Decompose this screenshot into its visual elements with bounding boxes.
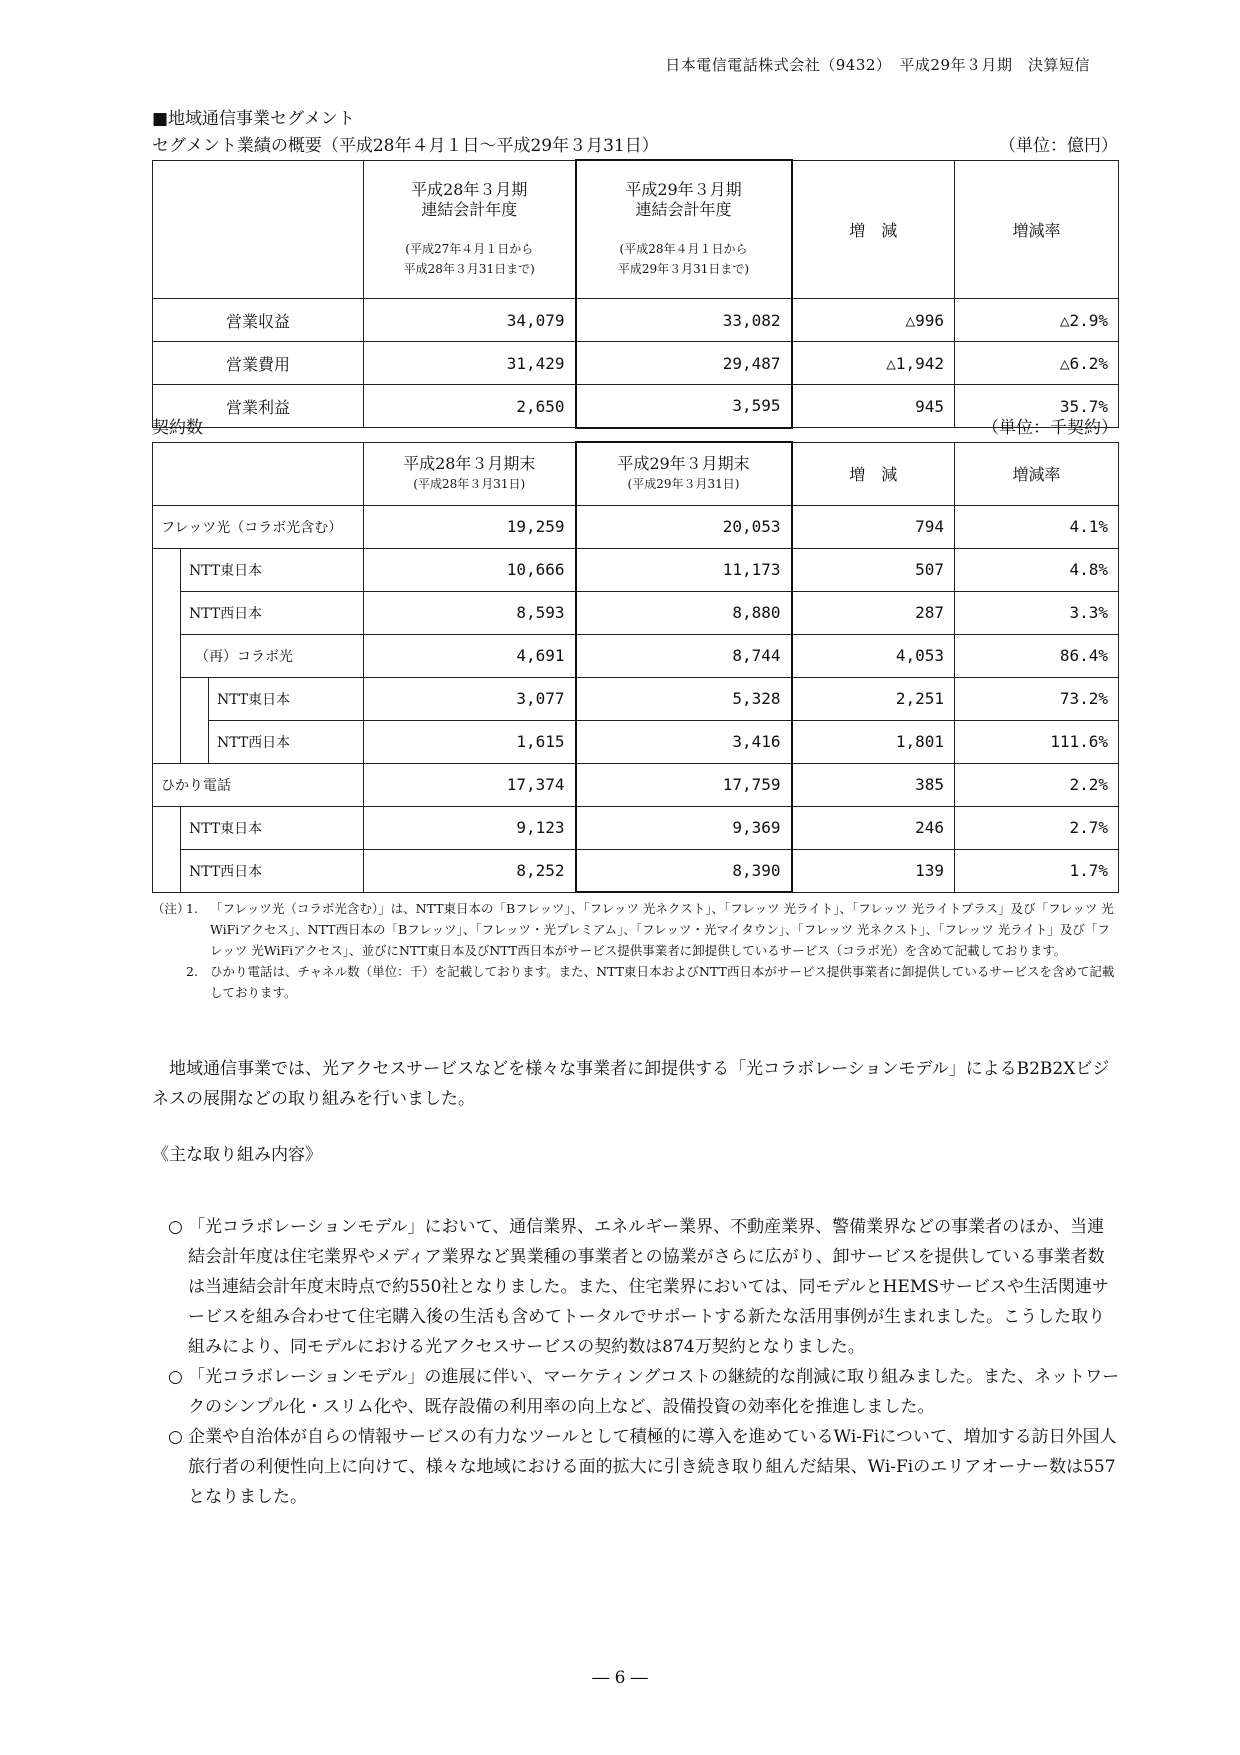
contract-row-diff: 4,053 <box>792 634 955 677</box>
segment-row-label: 営業収益 <box>153 299 364 342</box>
contract-header-rate: 増減率 <box>955 442 1119 505</box>
segment-row-v2: 3,595 <box>576 385 792 428</box>
contract-row-diff: 2,251 <box>792 677 955 720</box>
contract-row-v2: 17,759 <box>576 763 792 806</box>
segment-row-rate: 35.7% <box>955 385 1119 428</box>
contract-row-label: フレッツ光（コラボ光含む） <box>153 505 364 548</box>
page-header: 日本電信電話株式会社（9432） 平成29年３月期 決算短信 <box>665 56 1090 74</box>
page-number: ― 6 ― <box>592 1668 648 1688</box>
list-item-text: 「光コラボレーションモデル」の進展に伴い、マーケティングコストの継続的な削減に取り組みました。また、ネットワークのシンプル化・スリム化や、既存設備の利用率の向上など、設備投資の効率化を推進しました。 <box>188 1367 1120 1417</box>
segment-header-row <box>153 160 1119 299</box>
contract-row <box>153 548 1119 591</box>
contract-row-rate: 3.3% <box>955 591 1119 634</box>
contract-row-v1: 8,593 <box>364 591 576 634</box>
segment-row-label: 営業費用 <box>153 342 364 385</box>
contract-row-v1: 1,615 <box>364 720 576 763</box>
contract-header-empty <box>153 442 364 505</box>
contract-row-label: NTT東日本 <box>209 677 364 720</box>
contract-row-rate: 73.2% <box>955 677 1119 720</box>
contract-row-diff: 287 <box>792 591 955 634</box>
contract-row-diff: 385 <box>792 763 955 806</box>
contract-row-v2: 20,053 <box>576 505 792 548</box>
contract-row-rate: 111.6% <box>955 720 1119 763</box>
contract-row <box>153 634 1119 677</box>
list-item <box>168 1362 1120 1422</box>
segment-row-v2: 33,082 <box>576 299 792 342</box>
segment-table-caption: セグメント業績の概要（平成28年４月１日～平成29年３月31日） <box>152 136 659 156</box>
contract-header-curr-sub: (平成29年３月31日) <box>627 476 740 491</box>
contract-row-rate: 1.7% <box>955 849 1119 892</box>
segment-header-curr <box>576 160 792 299</box>
segment-row-diff: △996 <box>792 299 955 342</box>
contract-row-v1: 10,666 <box>364 548 576 591</box>
contract-row <box>153 677 1119 720</box>
note-text: 「フレッツ光（コラボ光含む）」は、NTT東日本の「Bフレッツ」、「フレッツ 光ネクスト」、「フレッツ 光ライト」、「フレッツ 光ライトプラス」及び「フレッツ 光WiFiアクセス」、NTT西日本の「Bフレッツ」、「フレッツ・光プレミアム」、「フレッツ・光マイタウン」、「フレッツ 光ネクスト」、「フレッツ 光ライト」及び「フレッツ 光WiFiアクセス」、並びにNTT東日本及びNTT西日本がサービス提供事業者に卸提供しているサービス（コラボ光）を含めて記載しております。 <box>210 901 1114 958</box>
segment-header-diff: 増 減 <box>792 160 955 299</box>
segment-row-label: 営業利益 <box>153 385 364 428</box>
contract-row-label: NTT西日本 <box>209 720 364 763</box>
contract-row-v2: 8,390 <box>576 849 792 892</box>
initiatives-heading: 《主な取り組み内容》 <box>152 1145 322 1165</box>
contract-header-curr-main: 平成29年３月期末 <box>617 453 750 473</box>
note-number: 1. <box>186 901 198 916</box>
contract-indent <box>153 548 181 763</box>
contract-row-v1: 3,077 <box>364 677 576 720</box>
contract-row-label: （再）コラボ光 <box>181 634 364 677</box>
contract-table-caption: 契約数 <box>152 418 203 438</box>
list-item <box>168 1422 1120 1512</box>
bullet-mark: ○ <box>168 1217 183 1237</box>
contract-row-rate: 4.1% <box>955 505 1119 548</box>
contract-row-label: NTT西日本 <box>181 849 364 892</box>
contract-row-v1: 17,374 <box>364 763 576 806</box>
table-notes <box>152 898 1118 1003</box>
contract-row <box>153 505 1119 548</box>
contract-row-diff: 794 <box>792 505 955 548</box>
segment-table-unit: （単位：億円） <box>999 136 1118 156</box>
contract-row-v2: 8,880 <box>576 591 792 634</box>
contract-header-prev <box>364 442 576 505</box>
contract-row <box>153 849 1119 892</box>
segment-table <box>152 159 1119 429</box>
contract-row-rate: 4.8% <box>955 548 1119 591</box>
contract-row-v2: 5,328 <box>576 677 792 720</box>
segment-row-diff: 945 <box>792 385 955 428</box>
contract-row-diff: 139 <box>792 849 955 892</box>
contract-table <box>152 441 1119 893</box>
contract-row-v2: 8,744 <box>576 634 792 677</box>
contract-row-diff: 246 <box>792 806 955 849</box>
list-item-text: 「光コラボレーションモデル」において、通信業界、エネルギー業界、不動産業界、警備業界などの事業者のほか、当連結会計年度は住宅業界やメディア業界など異業種の事業者との協業がさらに広がり、卸サービスを提供している事業者数は当連結会計年度末時点で約550社となりました。また、住宅業界においては、同モデルとHEMSサービスや生活関連サービスを組み合わせて住宅購入後の生活も含めてトータルでサポートする新たな活用事例が生まれました。こうした取り組みにより、同モデルにおける光アクセスサービスの契約数は874万契約となりました。 <box>188 1217 1109 1357</box>
contract-indent <box>153 806 181 892</box>
segment-row-diff: △1,942 <box>792 342 955 385</box>
list-item-text: 企業や自治体が自らの情報サービスの有力なツールとして積極的に導入を進めているWi-Fiについて、増加する訪日外国人旅行者の利便性向上に向けて、様々な地域における面的拡大に引き続き取り組んだ結果、Wi-Fiのエリアオーナー数は557となりました。 <box>188 1427 1117 1507</box>
bullet-mark: ○ <box>168 1367 183 1387</box>
contract-row-diff: 1,801 <box>792 720 955 763</box>
segment-row <box>153 342 1119 385</box>
segment-row-v2: 29,487 <box>576 342 792 385</box>
segment-header-prev-main: 平成28年３月期 連結会計年度 <box>411 179 528 219</box>
section-title: ■地域通信事業セグメント <box>152 109 355 129</box>
contract-header-prev-sub: (平成28年３月31日) <box>413 476 526 491</box>
segment-header-rate: 増減率 <box>955 160 1119 299</box>
intro-paragraph: 地域通信事業では、光アクセスサービスなどを様々な事業者に卸提供する「光コラボレーションモデル」によるB2B2Xビジネスの展開などの取り組みを行いました。 <box>152 1059 1110 1109</box>
contract-row-label: NTT東日本 <box>181 548 364 591</box>
contract-row <box>153 591 1119 634</box>
list-item <box>168 1212 1120 1362</box>
contract-header-prev-main: 平成28年３月期末 <box>403 453 536 473</box>
contract-row <box>153 720 1119 763</box>
segment-row-rate: △6.2% <box>955 342 1119 385</box>
contract-row-label: NTT東日本 <box>181 806 364 849</box>
segment-header-curr-main: 平成29年３月期 連結会計年度 <box>625 180 742 219</box>
contract-row-v1: 8,252 <box>364 849 576 892</box>
contract-row-v1: 4,691 <box>364 634 576 677</box>
segment-header-curr-sub: (平成28年４月１日から 平成29年３月31日まで) <box>617 242 750 276</box>
contract-header-diff: 増 減 <box>792 442 955 505</box>
contract-row-label: ひかり電話 <box>153 763 364 806</box>
segment-header-empty <box>153 160 364 299</box>
contract-row-v2: 11,173 <box>576 548 792 591</box>
contract-row-rate: 2.2% <box>955 763 1119 806</box>
bullet-mark: ○ <box>168 1427 183 1447</box>
contract-row-diff: 507 <box>792 548 955 591</box>
segment-header-prev-sub: (平成27年４月１日から 平成28年３月31日まで) <box>403 241 535 276</box>
segment-row-v1: 34,079 <box>364 299 576 342</box>
contract-row-label: NTT西日本 <box>181 591 364 634</box>
contract-row-v2: 9,369 <box>576 806 792 849</box>
note-mark: （注） <box>152 901 190 916</box>
segment-row-v1: 31,429 <box>364 342 576 385</box>
note-item <box>152 898 1118 961</box>
contract-row-rate: 2.7% <box>955 806 1119 849</box>
segment-row-rate: △2.9% <box>955 299 1119 342</box>
note-number: 2. <box>186 964 198 979</box>
contract-row-v2: 3,416 <box>576 720 792 763</box>
contract-header-curr <box>576 442 792 505</box>
contract-row-v1: 9,123 <box>364 806 576 849</box>
contract-table-unit: （単位：千契約） <box>982 418 1118 438</box>
note-item <box>152 961 1118 1003</box>
contract-row-rate: 86.4% <box>955 634 1119 677</box>
contract-indent <box>181 677 209 763</box>
segment-header-prev <box>364 160 576 299</box>
initiatives-list <box>168 1212 1120 1512</box>
segment-row <box>153 299 1119 342</box>
note-text: ひかり電話は、チャネル数（単位：千）を記載しております。また、NTT東日本およびNTT西日本がサービス提供事業者に卸提供しているサービスを含めて記載しております。 <box>210 964 1115 1000</box>
contract-caption-row <box>152 413 1118 438</box>
segment-row-v1: 2,650 <box>364 385 576 428</box>
contract-row <box>153 806 1119 849</box>
contract-row-v1: 19,259 <box>364 505 576 548</box>
contract-row <box>153 763 1119 806</box>
contract-header-row <box>153 442 1119 505</box>
segment-caption-row <box>152 131 1118 156</box>
